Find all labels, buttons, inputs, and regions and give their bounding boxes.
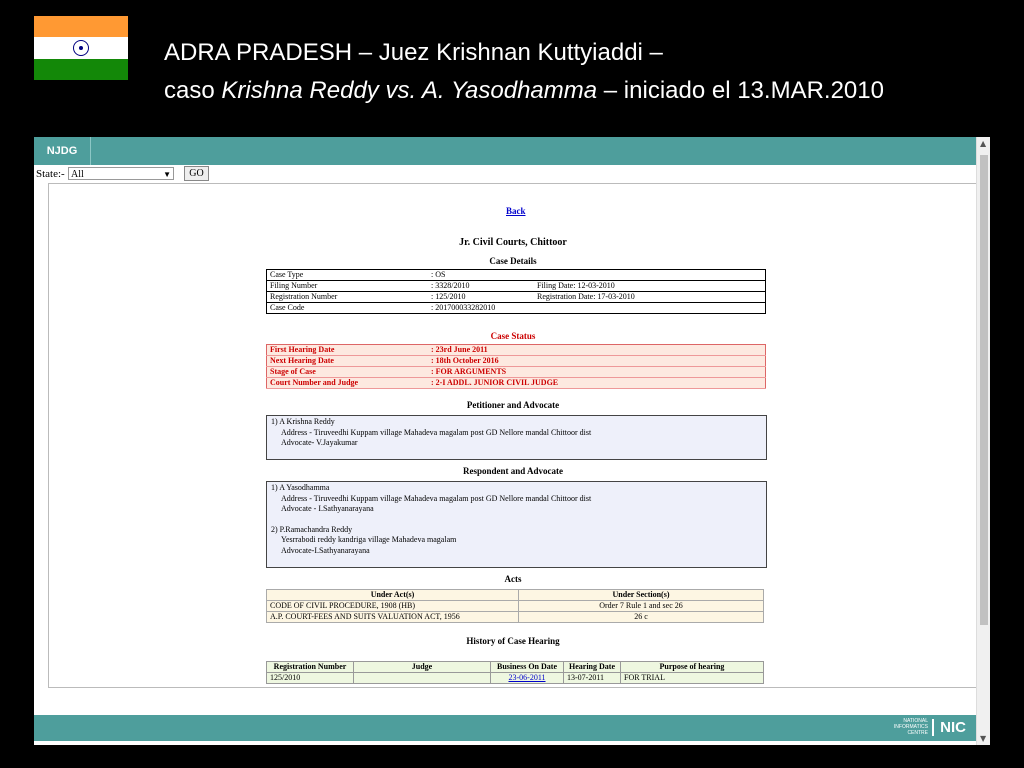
table-row: Stage of Case : FOR ARGUMENTS bbox=[267, 367, 766, 378]
nic-logo: NIC bbox=[932, 719, 966, 736]
top-nav-bar bbox=[34, 137, 976, 165]
business-date-link[interactable]: 23-06-2011 bbox=[508, 673, 546, 682]
slide-title-line1: ADRA PRADESH – Juez Krishnan Kuttyiaddi – bbox=[164, 39, 663, 66]
slide-title bbox=[164, 34, 884, 110]
respondent-title: Respondent and Advocate bbox=[462, 466, 563, 476]
case-details-title: Case Details bbox=[489, 256, 537, 266]
court-title: Jr. Civil Courts, Chittoor bbox=[459, 237, 567, 248]
table-row: First Hearing Date : 23rd June 2011 bbox=[267, 345, 766, 356]
scroll-up-icon[interactable]: ▲ bbox=[980, 139, 987, 148]
petitioner-advocate: Advocate- V.Jayakumar bbox=[281, 438, 358, 447]
respondent-advocate: Advocate-I.Sathyanarayana bbox=[281, 545, 370, 555]
acts-table bbox=[266, 589, 764, 623]
vertical-scrollbar[interactable] bbox=[976, 137, 990, 745]
dropdown-arrow-icon: ▼ bbox=[163, 170, 171, 179]
petitioner-title: Petitioner and Advocate bbox=[466, 400, 560, 410]
flag-green-band bbox=[34, 59, 128, 80]
table-row: 125/2010 23-06-2011 13-07-2011 FOR TRIAL bbox=[267, 673, 764, 684]
table-row: Registration Number : 125/2010 Registration Date: 17-03-2010 bbox=[267, 292, 766, 303]
petitioner-address: Address - Tiruveedhi Kuppam village Mahadeva magalam post GD Nellore mandal Chittoor dist bbox=[281, 427, 592, 437]
india-flag bbox=[34, 16, 128, 80]
flag-white-band bbox=[34, 37, 128, 58]
history-title: History of Case Hearing bbox=[466, 636, 560, 646]
go-button[interactable]: GO bbox=[184, 166, 209, 181]
table-row: Court Number and Judge : 2-I ADDL. JUNIOR CIVIL JUDGE bbox=[267, 378, 766, 389]
table-row: A.P. COURT-FEES AND SUITS VALUATION ACT, 1956 26 c bbox=[267, 612, 764, 623]
respondent-name: 1) A Yasodhamma bbox=[271, 483, 330, 492]
petitioner-name: 1) A Krishna Reddy bbox=[271, 417, 335, 426]
case-status-title: Case Status bbox=[490, 331, 536, 341]
footer-bar bbox=[34, 715, 976, 741]
browser-screenshot bbox=[34, 137, 990, 745]
ashoka-chakra-icon bbox=[73, 40, 89, 56]
scrollbar-thumb[interactable] bbox=[980, 155, 988, 625]
acts-title: Acts bbox=[504, 574, 522, 584]
respondent-address: Address - Tiruveedhi Kuppam village Mahadeva magalam post GD Nellore mandal Chittoor dist bbox=[281, 493, 592, 503]
table-header-row: Under Act(s) Under Section(s) bbox=[267, 590, 764, 601]
table-row: Next Hearing Date : 18th October 2016 bbox=[267, 356, 766, 367]
respondent-name: 2) P.Ramachandra Reddy bbox=[271, 524, 353, 534]
state-select[interactable]: All ▼ bbox=[68, 167, 174, 180]
petitioner-box bbox=[266, 415, 767, 460]
nic-caption: NATIONAL INFORMATICS CENTRE bbox=[893, 718, 928, 736]
table-row: Case Type : OS bbox=[267, 270, 766, 281]
case-status-page bbox=[48, 183, 978, 688]
flag-saffron-band bbox=[34, 16, 128, 37]
table-header-row: Registration Number Judge Business On Date Hearing Date Purpose of hearing bbox=[267, 662, 764, 673]
table-row: Case Code : 201700033282010 bbox=[267, 303, 766, 314]
case-details-table bbox=[266, 269, 766, 314]
state-label: State:- bbox=[36, 168, 65, 180]
case-name: Krishna Reddy vs. A. Yasodhamma bbox=[221, 77, 598, 104]
nav-tab-njdg[interactable]: NJDG bbox=[34, 137, 91, 165]
respondent-address: Yesrrabodi reddy kandriga village Mahadeva magalam bbox=[281, 535, 457, 544]
respondent-advocate: Advocate - I.Sathyanarayana bbox=[281, 504, 374, 513]
hearing-history-table bbox=[266, 661, 764, 684]
back-link[interactable]: Back bbox=[506, 206, 526, 216]
table-row: CODE OF CIVIL PROCEDURE, 1908 (HB) Order 7 Rule 1 and sec 26 bbox=[267, 601, 764, 612]
case-status-table bbox=[266, 344, 766, 389]
scroll-down-icon[interactable]: ▼ bbox=[980, 734, 987, 743]
slide-title-line2: caso Krishna Reddy vs. A. Yasodhamma – iniciado el 13.MAR.2010 bbox=[164, 77, 884, 104]
respondent-box bbox=[266, 481, 767, 568]
table-row: Filing Number : 3328/2010 Filing Date: 12-03-2010 bbox=[267, 281, 766, 292]
